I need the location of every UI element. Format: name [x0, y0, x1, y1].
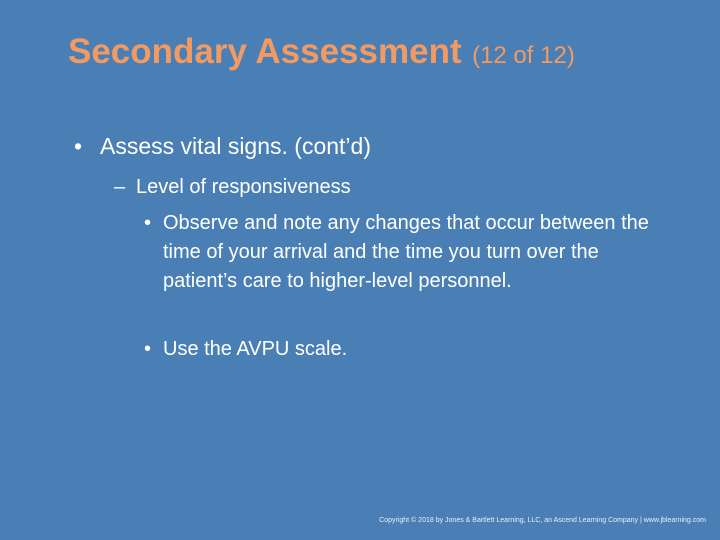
bullet-icon: • [144, 338, 152, 360]
slide-title [68, 32, 708, 72]
bullet-level3-text: Use the AVPU scale. [163, 338, 348, 360]
dash-icon: – [114, 176, 126, 198]
bullet-level1 [74, 133, 371, 160]
bullet-level2 [114, 176, 351, 199]
slide-title-counter: (12 of 12) [472, 42, 575, 69]
bullet-level2-text: Level of responsiveness [136, 176, 351, 198]
copyright-footer: Copyright © 2018 by Jones & Bartlett Learning, LLC, an Ascend Learning Company | www.jblearning.com [379, 517, 706, 524]
bullet-icon: • [74, 133, 83, 159]
bullet-level3-text: Observe and note any changes that occur between the time of your arrival and the time you turn over the patient’s care to higher-level personnel. [163, 212, 649, 292]
bullet-level1-text: Assess vital signs. (cont’d) [100, 133, 371, 159]
bullet-icon: • [144, 212, 152, 234]
slide-title-main: Secondary Assessment [68, 32, 462, 71]
